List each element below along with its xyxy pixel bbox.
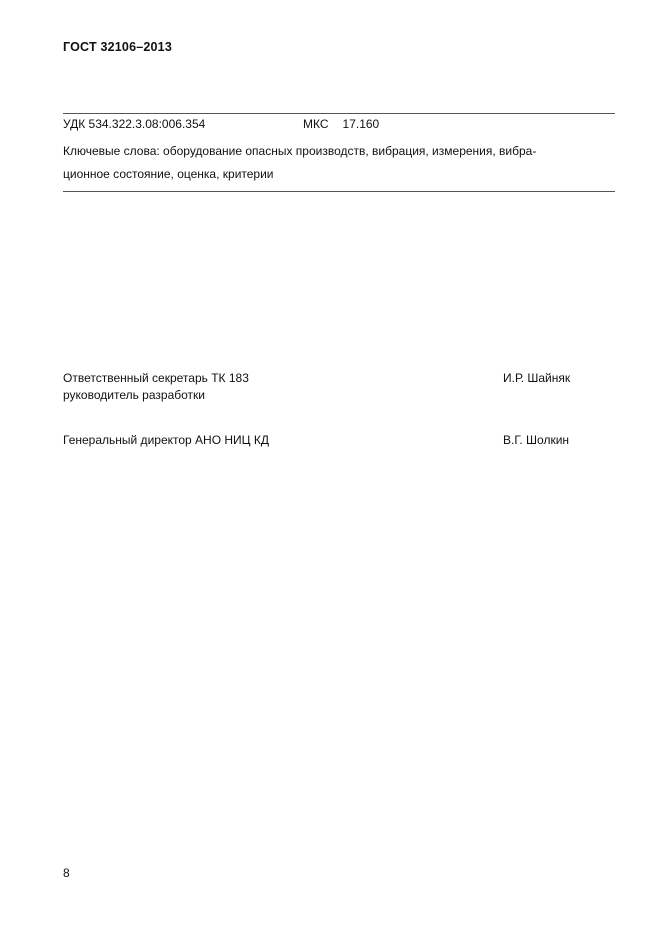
signature-position-1-line-2: руководитель разработки xyxy=(63,388,205,402)
mks-label: МКС xyxy=(303,117,329,131)
signature-name-2: В.Г. Шолкин xyxy=(503,433,570,447)
signature-name-1: И.Р. Шайняк xyxy=(503,371,571,385)
keywords-paragraph xyxy=(63,140,615,186)
keywords-line-1: Ключевые слова: оборудование опасных производств, вибрация, измерения, вибра- xyxy=(63,144,537,158)
signature-position-1 xyxy=(63,370,249,404)
signature-position-1-line-1: Ответственный секретарь ТК 183 xyxy=(63,371,249,385)
bottom-divider xyxy=(63,191,615,192)
udk-code: УДК 534.322.3.08:006.354 xyxy=(63,117,206,131)
mks-code: 17.160 xyxy=(342,117,380,131)
page-number: 8 xyxy=(63,866,70,880)
top-divider xyxy=(63,113,615,114)
signature-position-2 xyxy=(63,432,269,449)
signature-position-2-line-1: Генеральный директор АНО НИЦ КД xyxy=(63,433,269,447)
keywords-line-2: ционное состояние, оценка, критерии xyxy=(63,167,274,181)
standard-code-header: ГОСТ 32106–2013 xyxy=(63,40,172,54)
mks-classification xyxy=(303,117,379,131)
